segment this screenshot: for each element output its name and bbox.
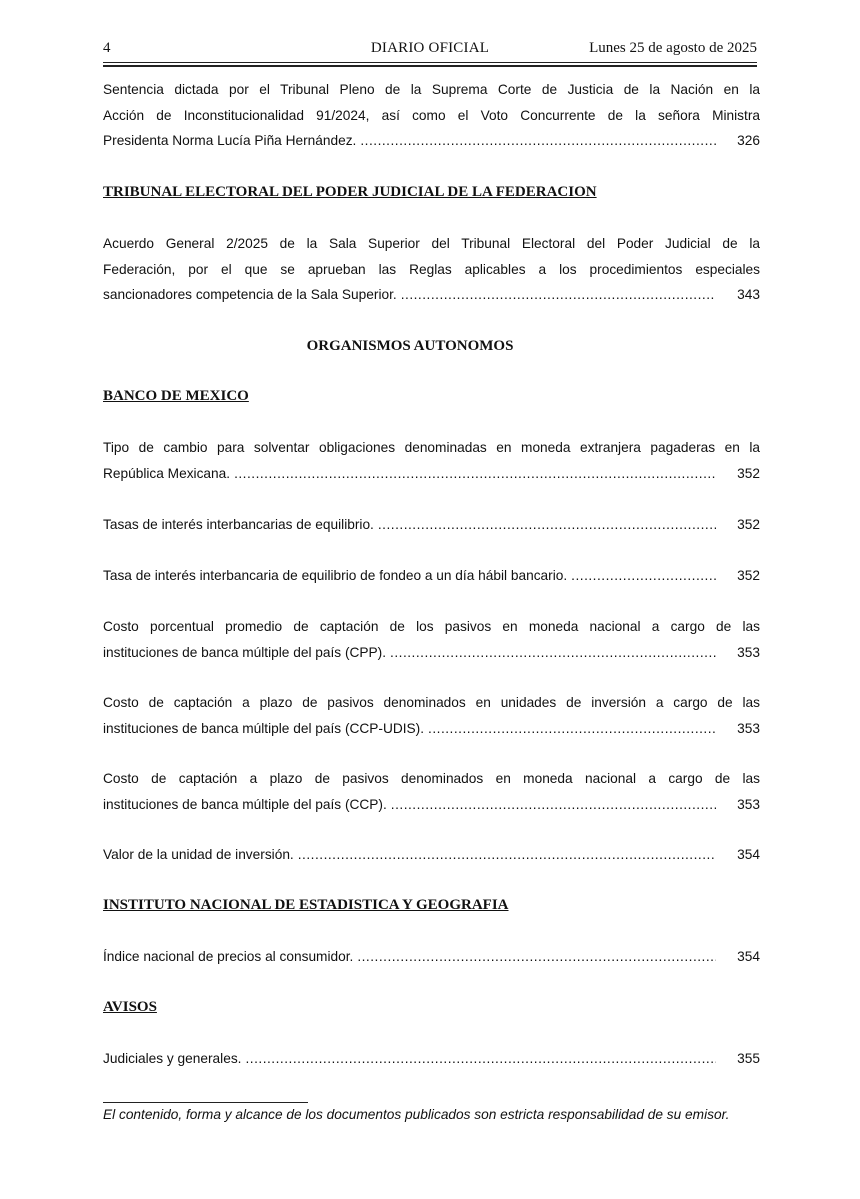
publication-date: Lunes 25 de agosto de 2025 <box>589 40 757 56</box>
toc-entry <box>103 690 760 741</box>
entry-text: instituciones de banca múltiple del país (CCP). <box>103 796 387 812</box>
entry-line: Sentencia dictada por el Tribunal Pleno de la Suprema Corte de Justicia de la Nación en la <box>103 82 760 97</box>
entry-page-number: 343 <box>737 287 760 302</box>
entry-line: Costo de captación a plazo de pasivos denominados en moneda nacional a cargo de las <box>103 771 760 786</box>
toc-entry <box>103 77 760 154</box>
entry-last-line <box>103 792 760 818</box>
dot-leader <box>234 461 716 487</box>
header-rule-thick <box>103 65 757 67</box>
entry-text: instituciones de banca múltiple del país (CCP-UDIS). <box>103 720 425 736</box>
entry-last-line <box>103 461 760 487</box>
publication-title: DIARIO OFICIAL <box>370 40 490 56</box>
header-rule-thin <box>103 62 757 63</box>
entry-line: Costo porcentual promedio de captación de los pasivos en moneda nacional a cargo de las <box>103 619 760 634</box>
section-heading-avisos: AVISOS <box>103 999 157 1015</box>
entry-last-line <box>103 716 760 742</box>
entry-text: Judiciales y generales. <box>103 1051 242 1066</box>
page-header <box>103 40 757 64</box>
dot-leader <box>391 792 716 818</box>
entry-last-line <box>103 1046 760 1072</box>
section-heading-inegi: INSTITUTO NACIONAL DE ESTADISTICA Y GEOGRAFIA <box>103 897 509 913</box>
toc-entry <box>103 563 760 589</box>
dot-leader <box>360 128 716 154</box>
entry-page-number: 353 <box>737 644 760 660</box>
entry-last-line <box>103 640 760 666</box>
toc-entry <box>103 944 760 970</box>
entry-page-number: 354 <box>737 847 760 862</box>
toc-entry <box>103 435 760 486</box>
section-heading-organismos-autonomos: ORGANISMOS AUTONOMOS <box>306 338 514 354</box>
toc-entry <box>103 766 760 817</box>
entry-page-number: 354 <box>737 949 760 964</box>
entry-text: Valor de la unidad de inversión. <box>103 847 294 862</box>
entry-last-line <box>103 128 760 154</box>
footnote-rule <box>103 1102 308 1103</box>
entry-text: Tasas de interés interbancarias de equilibrio. <box>103 517 374 532</box>
dot-leader <box>245 1046 716 1072</box>
toc-entry <box>103 512 760 538</box>
dot-leader <box>401 282 716 308</box>
entry-page-number: 352 <box>737 465 760 481</box>
toc-entry <box>103 231 760 308</box>
entry-line: Federación, por el que se aprueban las Reglas aplicables a los procedimientos especiales <box>103 261 760 277</box>
entry-line: Acuerdo General 2/2025 de la Sala Superior del Tribunal Electoral del Poder Judicial de la <box>103 236 760 251</box>
entry-last-line <box>103 282 760 308</box>
entry-text: instituciones de banca múltiple del país (CPP). <box>103 644 387 660</box>
entry-line: Costo de captación a plazo de pasivos denominados en unidades de inversión a cargo de las <box>103 695 760 710</box>
entry-page-number: 326 <box>737 133 760 148</box>
dot-leader <box>298 842 716 868</box>
entry-page-number: 352 <box>737 517 760 532</box>
page-number: 4 <box>103 40 111 56</box>
entry-line: Acción de Inconstitucionalidad 91/2024, así como el Voto Concurrente de la señora Ministra <box>103 107 760 123</box>
entry-page-number: 353 <box>737 720 760 736</box>
footnote: El contenido, forma y alcance de los documentos publicados son estricta responsabilidad de su emisor. <box>103 1107 730 1122</box>
entry-line: Tipo de cambio para solventar obligaciones denominadas en moneda extranjera pagaderas en la <box>103 440 760 455</box>
entry-text: sancionadores competencia de la Sala Superior. <box>103 287 397 302</box>
entry-text: Tasa de interés interbancaria de equilibrio de fondeo a un día hábil bancario. <box>103 568 568 583</box>
entry-last-line <box>103 512 760 538</box>
dot-leader <box>357 944 716 970</box>
entry-last-line <box>103 842 760 868</box>
dot-leader <box>428 716 716 742</box>
toc-entry <box>103 1046 760 1072</box>
section-heading-tribunal-electoral: TRIBUNAL ELECTORAL DEL PODER JUDICIAL DE LA FEDERACION <box>103 184 597 200</box>
entry-text: República Mexicana. <box>103 465 231 481</box>
entry-page-number: 355 <box>737 1051 760 1066</box>
dot-leader <box>571 563 716 589</box>
entry-page-number: 353 <box>737 796 760 812</box>
entry-last-line <box>103 944 760 970</box>
entry-last-line <box>103 563 760 589</box>
toc-entry <box>103 614 760 665</box>
entry-page-number: 352 <box>737 568 760 583</box>
dot-leader <box>378 512 716 538</box>
toc-entry <box>103 842 760 868</box>
entry-text: Presidenta Norma Lucía Piña Hernández. <box>103 133 357 148</box>
section-heading-banco-de-mexico: BANCO DE MEXICO <box>103 388 249 404</box>
entry-text: Índice nacional de precios al consumidor. <box>103 949 354 964</box>
dot-leader <box>390 640 716 666</box>
